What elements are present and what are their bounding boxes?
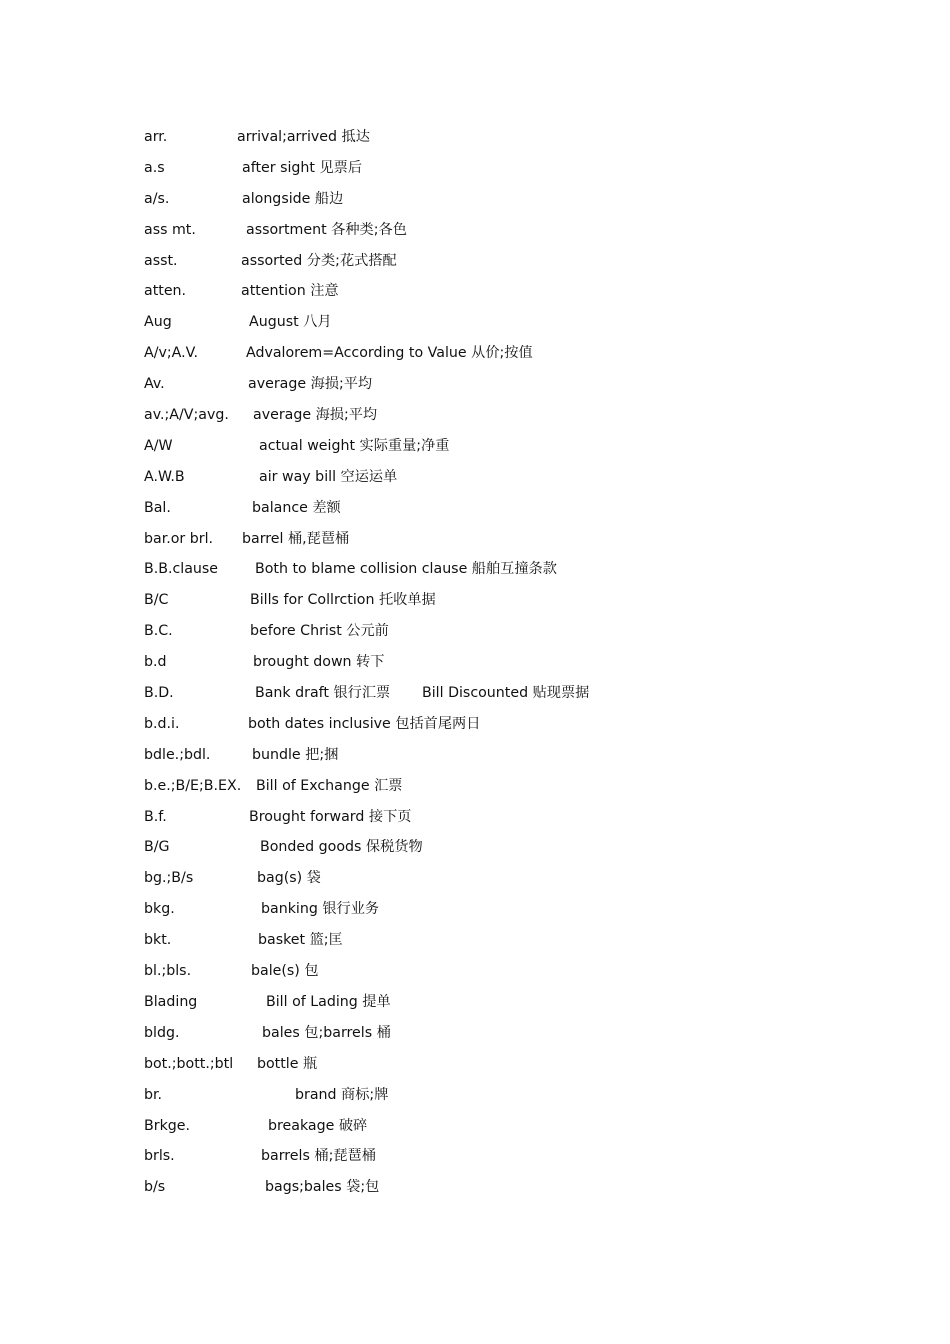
abbreviation-term: A/v;A.V. xyxy=(144,345,199,362)
abbreviation-meaning: Bill of Exchange 汇票 xyxy=(256,777,403,794)
abbreviation-term: Blading xyxy=(144,993,198,1010)
abbreviation-term: atten. xyxy=(144,283,187,300)
abbreviation-meaning: both dates inclusive 包括首尾两日 xyxy=(248,715,481,732)
abbreviation-term: B/G xyxy=(144,839,170,856)
abbreviation-term: br. xyxy=(144,1086,163,1103)
abbreviation-term: av.;A/V;avg. xyxy=(144,407,229,424)
abbreviation-term: Brkge. xyxy=(144,1117,191,1134)
abbreviation-term: a/s. xyxy=(144,190,170,207)
abbreviation-meaning: Both to blame collision clause 船舶互撞条款 xyxy=(255,561,557,578)
abbreviation-term: bkg. xyxy=(144,901,175,918)
abbreviation-term: bar.or brl. xyxy=(144,530,214,547)
abbreviation-meaning: brand 商标;牌 xyxy=(295,1086,389,1103)
abbreviation-term: b.d xyxy=(144,654,167,671)
abbreviation-meaning: barrel 桶,琵琶桶 xyxy=(242,530,350,547)
abbreviation-meaning: before Christ 公元前 xyxy=(250,623,389,640)
abbreviation-term: bldg. xyxy=(144,1024,180,1041)
abbreviation-meaning: Bonded goods 保税货物 xyxy=(260,839,423,856)
abbreviation-meaning: Brought forward 接下页 xyxy=(249,808,412,825)
abbreviation-term: a.s xyxy=(144,159,165,176)
abbreviation-meaning: bottle 瓶 xyxy=(257,1055,318,1072)
abbreviation-term: B.D. xyxy=(144,685,174,702)
abbreviation-term: arr. xyxy=(144,129,168,145)
abbreviation-meaning: assorted 分类;花式搭配 xyxy=(241,252,397,269)
abbreviation-meaning: Advalorem=According to Value 从价;按值 xyxy=(246,345,533,362)
abbreviation-term: bl.;bls. xyxy=(144,963,192,980)
abbreviation-term: B/C xyxy=(144,592,169,609)
abbreviation-term: A.W.B xyxy=(144,468,185,485)
abbreviation-meaning: attention 注意 xyxy=(241,283,339,300)
abbreviation-term: b.d.i. xyxy=(144,715,180,732)
abbreviation-meaning: actual weight 实际重量;净重 xyxy=(259,437,450,454)
abbreviation-term: ass mt. xyxy=(144,221,196,238)
abbreviation-meaning: basket 篮;匡 xyxy=(258,932,343,949)
abbreviation-meaning: bale(s) 包 xyxy=(251,963,319,980)
abbreviation-meaning: alongside 船边 xyxy=(242,190,344,207)
abbreviation-term: b.e.;B/E;B.EX. xyxy=(144,777,242,794)
abbreviation-meaning: average 海损;平均 xyxy=(253,407,378,424)
abbreviation-term: B.B.clause xyxy=(144,561,219,578)
abbreviation-term: Av. xyxy=(144,376,165,393)
abbreviation-term: A/W xyxy=(144,437,173,454)
abbreviation-term: asst. xyxy=(144,252,178,269)
abbreviation-term: bot.;bott.;btl xyxy=(144,1055,234,1072)
abbreviation-meaning: arrival;arrived 抵达 xyxy=(237,129,370,145)
abbreviation-meaning: balance 差额 xyxy=(252,499,341,516)
abbreviation-meaning: average 海损;平均 xyxy=(248,376,373,393)
abbreviation-term: bg.;B/s xyxy=(144,870,194,887)
abbreviation-term: Aug xyxy=(144,314,172,331)
abbreviation-meaning: air way bill 空运运单 xyxy=(259,468,398,485)
abbreviation-term: brls. xyxy=(144,1148,175,1165)
abbreviation-meaning: bags;bales 袋;包 xyxy=(265,1179,380,1196)
abbreviation-meaning: Bill of Lading 提单 xyxy=(266,993,391,1010)
abbreviation-meaning: Bills for Collrction 托收单据 xyxy=(250,592,436,609)
abbreviation-meaning: banking 银行业务 xyxy=(261,901,380,918)
abbreviation-term: b/s xyxy=(144,1179,166,1196)
abbreviation-meaning: bag(s) 袋 xyxy=(257,870,321,887)
abbreviation-meaning: bundle 把;捆 xyxy=(252,746,339,763)
abbreviation-meaning: after sight 见票后 xyxy=(242,159,363,176)
abbreviation-term: B.C. xyxy=(144,623,173,640)
abbreviation-term: bkt. xyxy=(144,932,172,949)
abbreviation-term: Bal. xyxy=(144,499,171,516)
abbreviation-meaning-alt: Bill Discounted 贴现票据 xyxy=(422,685,590,702)
abbreviation-meaning: brought down 转下 xyxy=(253,654,385,671)
abbreviation-meaning: assortment 各种类;各色 xyxy=(246,221,407,238)
abbreviation-meaning: Bank draft 银行汇票 xyxy=(255,685,391,702)
abbreviation-meaning: bales 包;barrels 桶 xyxy=(262,1024,391,1041)
abbreviation-meaning: breakage 破碎 xyxy=(268,1117,368,1134)
abbreviation-term: bdle.;bdl. xyxy=(144,746,211,763)
abbreviation-meaning: barrels 桶;琵琶桶 xyxy=(261,1148,376,1165)
abbreviation-meaning: August 八月 xyxy=(249,314,332,331)
abbreviation-term: B.f. xyxy=(144,808,167,825)
